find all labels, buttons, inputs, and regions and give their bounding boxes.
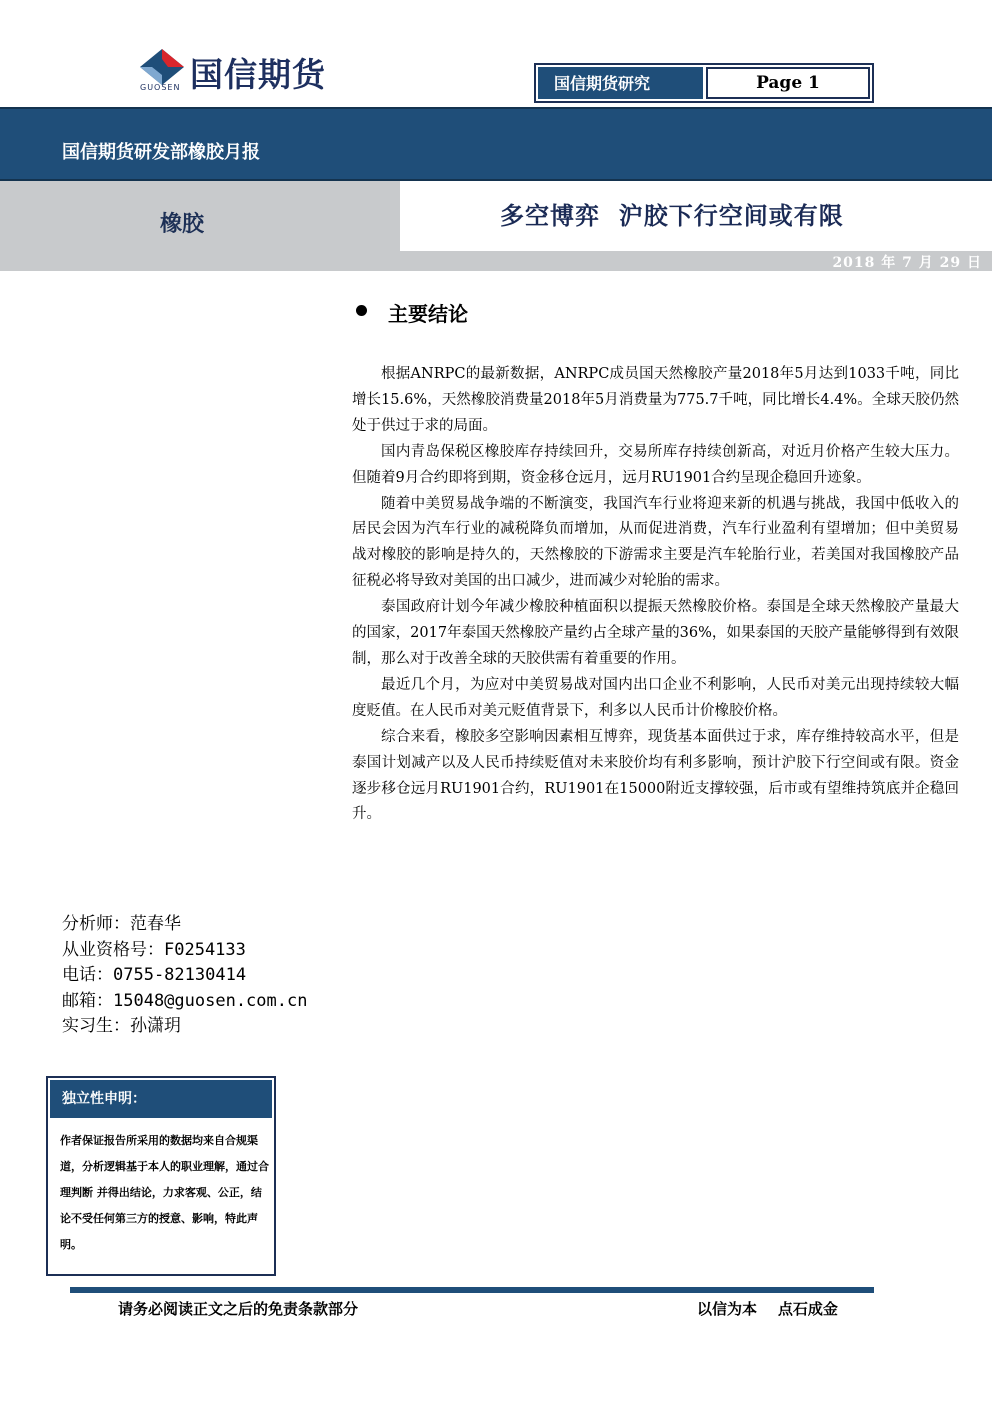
footer-disclaimer: 请务必阅读正文之后的免责条款部分 (118, 1300, 359, 1318)
analyst-license: 从业资格号：F0254133 (62, 939, 246, 960)
section-title: 主要结论 (388, 302, 468, 326)
category-label: 橡胶 (160, 211, 205, 237)
analyst-phone: 电话：0755-82130414 (62, 965, 247, 985)
category-band (0, 181, 400, 261)
conclusion-body (352, 362, 959, 828)
intern-name: 实习生：孙潇玥 (62, 1016, 181, 1036)
paragraph: 综合来看，橡胶多空影响因素相互博弈，现货基本面供过于求，库存维持较高水平，但是泰国计划减产以及人民币持续贬值对未来胶价均有利多影响，预计沪胶下行空间或有限。资金逐步移仓远月RU1901合约，RU1901在15000附近支撑较强，后市或有望维持筑底并企稳回升。 (352, 728, 959, 823)
page-number: Page 1 (706, 67, 870, 99)
logo-name: 国信期货 (190, 55, 326, 94)
independence-statement (46, 1076, 276, 1276)
analyst-name: 分析师：范春华 (62, 914, 181, 934)
independence-title: 独立性申明： (50, 1080, 272, 1118)
footer-divider (70, 1287, 874, 1293)
footer-slogan: 以信为本 点石成金 (697, 1300, 838, 1318)
report-date: 2018 年 7 月 29 日 (832, 255, 982, 271)
banner-title: 国信期货研发部橡胶月报 (62, 142, 260, 163)
research-label: 国信期货研究 (538, 67, 703, 99)
paragraph: 泰国政府计划今年减少橡胶种植面积以提振天然橡胶价格。泰国是全球天然橡胶产量最大的国家，2017年泰国天然橡胶产量约占全球产量的36%，如果泰国的天胶产量能够得到有效限制，那么对于改善全球的天胶供需有着重要的作用。 (352, 599, 959, 667)
paragraph: 随着中美贸易战争端的不断演变，我国汽车行业将迎来新的机遇与挑战，我国中低收入的居民会因为汽车行业的减税降负而增加，从而促进消费，汽车行业盈利有望增加；但中美贸易战对橡胶的影响是持久的，天然橡胶的下游需求主要是汽车轮胎行业，若美国对我国橡胶产品征税必将导致对美国的出口减少，进而减少对轮胎的需求。 (352, 495, 959, 590)
bullet-icon (356, 305, 367, 316)
header-box (534, 63, 874, 103)
analyst-email: 邮箱：15048@guosen.com.cn (62, 990, 308, 1011)
independence-body: 作者保证报告所采用的数据均来自合规渠道，分析逻辑基于本人的职业理解，通过合理判断 并得出结论，力求客观、公正，结论不受任何第三方的授意、影响，特此声明。 (60, 1134, 269, 1251)
date-bar (0, 251, 992, 271)
analyst-info (62, 912, 307, 1040)
paragraph: 根据ANRPC的最新数据，ANRPC成员国天然橡胶产量2018年5月达到1033千吨，同比增长15.6%，天然橡胶消费量2018年5月消费量为775.7千吨，同比增长4.4%。全球天胶仍然处于供过于求的局面。 (352, 366, 959, 434)
logo-mark-icon (138, 47, 186, 87)
paragraph: 国内青岛保税区橡胶库存持续回升，交易所库存持续创新高，对近月价格产生较大压力。但随着9月合约即将到期，资金移仓远月，远月RU1901合约呈现企稳回升迹象。 (352, 443, 959, 486)
logo-sub: GUOSEN (140, 83, 181, 92)
company-logo (138, 45, 378, 100)
paragraph: 最近几个月，为应对中美贸易战对国内出口企业不利影响，人民币对美元出现持续较大幅度贬值。在人民币对美元贬值背景下，利多以人民币计价橡胶价格。 (352, 676, 959, 719)
report-banner (0, 107, 992, 181)
report-title: 多空博弈 沪胶下行空间或有限 (500, 201, 844, 230)
